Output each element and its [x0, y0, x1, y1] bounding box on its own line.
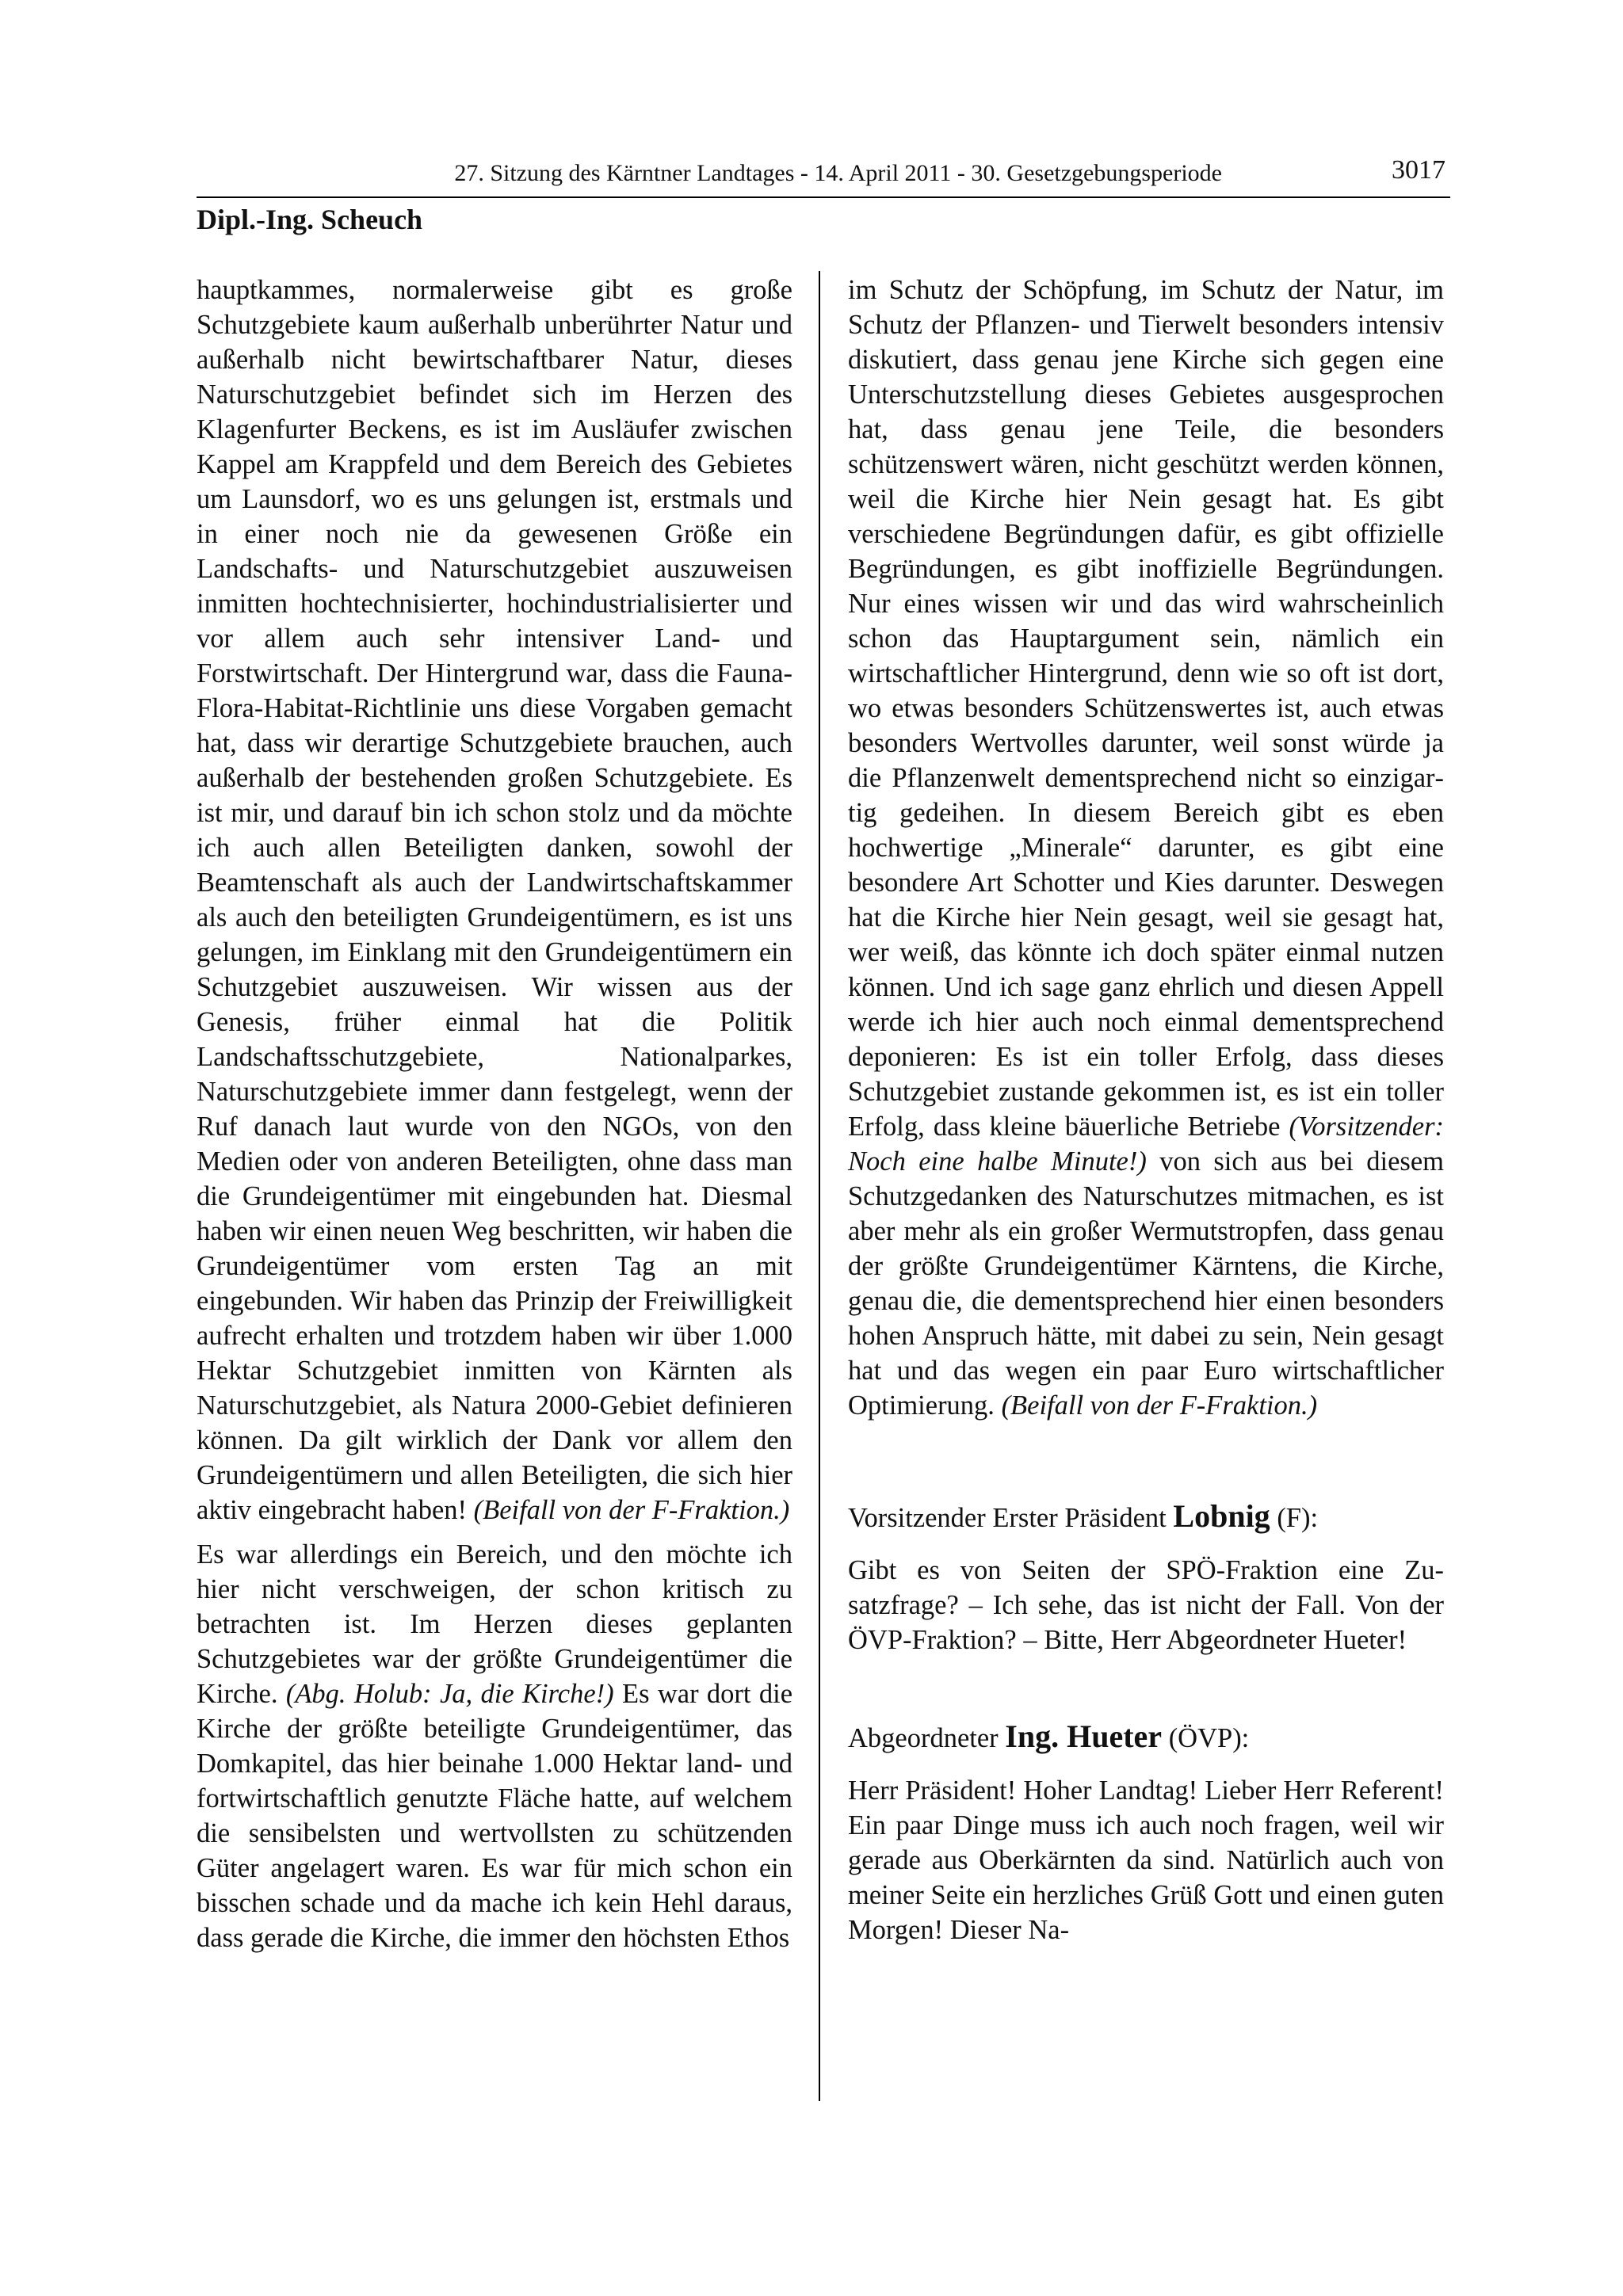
speaker-heading-chair — [848, 1499, 1444, 1535]
speaker-name: Lobnig — [1173, 1498, 1270, 1534]
speaker-role: Vorsitzender Erster Präsident — [848, 1503, 1167, 1533]
session-title: 27. Sitzung des Kärntner Landtages - 14. April 2011 - 30. Gesetzgebungsperiode — [454, 160, 1222, 186]
speaker-party: (ÖVP): — [1168, 1723, 1250, 1753]
speaker-party: (F): — [1277, 1503, 1319, 1533]
interjection: (Beifall von der F-Fraktion.) — [1001, 1390, 1318, 1421]
speaker-name: Ing. Hueter — [1005, 1718, 1163, 1754]
paragraph — [197, 273, 792, 1527]
page-header — [197, 157, 1450, 198]
current-speaker: Dipl.-Ing. Scheuch — [197, 204, 423, 235]
speech-text: Gibt es von Seiten der SPÖ-Fraktion eine Zusatzfrage? – Ich sehe, das ist nicht der Fall. Von der ÖVP-Fraktion? – Bitte, Herr Abgeordneter Hueter! — [848, 1555, 1444, 1655]
left-column — [197, 273, 792, 1955]
page-number: 3017 — [1392, 155, 1445, 185]
speaker-role: Abgeordneter — [848, 1723, 999, 1753]
column-divider — [819, 271, 820, 2101]
paragraph — [197, 1537, 792, 1955]
interjection: (Abg. Holub: Ja, die Kirche!) — [285, 1679, 614, 1709]
speech-text: von sich aus bei diesem Schutzgedanken des Naturschutzes mitmachen, es ist aber mehr als ein großer Wermutstropfen, dass genau der größte Grundeigentümer Kärntens, die Kirche, genau die, die dementsprechend hier einen besonders hohen Anspruch hätte, mit dabei zu sein, Nein gesagt hat und das wegen ein paar Euro wirtschaftlicher Optimierung. — [848, 1146, 1445, 1421]
interjection: (Beifall von der F-Fraktion.) — [473, 1495, 790, 1525]
speaker-heading-member — [848, 1719, 1444, 1756]
paragraph — [848, 273, 1444, 1423]
speech-text: Es war allerdings ein Bereich, und den möchte ich hier nicht verschweigen, der schon kritisch zu betrachten ist. Im Herzen dieses geplanten Schutzgebietes war der größte Grundeigentümer die Kirche. — [197, 1539, 792, 1709]
right-column — [848, 273, 1444, 1947]
speech-text: hauptkammes, normalerweise gibt es große Schutzgebiete kaum außerhalb unberührter Natur und außerhalb nicht bewirtschaftbarer Natur, dieses Naturschutzgebiet befindet sich im Herzen des Klagenfurter Beckens, es ist im Ausläufer zwischen Kappel am Krappfeld und dem Bereich des Gebietes um Launsdorf, wo es uns gelungen ist, erstmals und in einer noch nie da gewesenen Größe ein Landschafts- und Naturschutzgebiet auszuweisen inmitten hochtechnisierter, hochindustrialisierter und vor allem auch sehr intensiver Land- und Forstwirtschaft. Der Hintergrund war, dass die Fauna-Flora-Habitat-Richtlinie uns diese Vorgaben gemacht hat, dass wir derartige Schutzgebiete brauchen, auch außerhalb der bestehenden großen Schutzgebiete. Es ist mir, und darauf bin ich schon stolz und da möchte ich auch allen Beteiligten danken, sowohl der Beamtenschaft als auch der Landwirtschaftskammer als auch den beteiligten Grundeigentümern, es ist uns gelungen, im Einklang mit den Grundeigentümern ein Schutzgebiet auszuweisen. Wir wissen aus der Genesis, früher einmal hat die Politik Landschaftsschutzgebiete, Nationalparkes, Naturschutzgebiete immer dann festgelegt, wenn der Ruf danach laut wurde von den NGOs, von den Medien oder von anderen Beteiligten, ohne dass man die Grundeigentümer mit eingebunden hat. Diesmal haben wir einen neuen Weg beschritten, wir haben die Grundeigentümer vom ersten Tag an mit eingebunden. Wir haben das Prinzip der Freiwilligkeit aufrecht erhalten und trotzdem haben wir über 1.000 Hektar Schutzgebiet inmitten von Kärnten als Naturschutzgebiet, als Natura 2000-Gebiet definieren können. Da gilt wirklich der Dank vor allem den Grundeigentümern und allen Beteiligten, die sich hier aktiv eingebracht haben! — [197, 275, 792, 1525]
speech-text: Es war dort die Kirche der größte beteiligte Grundeigentümer, das Domkapitel, das hier beinahe 1.000 Hektar land- und fortwirtschaftlich genutzte Fläche hatte, auf welchem die sensibelsten und wertvollsten zu schützenden Güter angelagert waren. Es war für mich schon ein bisschen schade und da mache ich kein Hehl daraus, dass gerade die Kirche, die immer den höchsten Ethos — [197, 1679, 793, 1953]
speech-text: Herr Präsident! Hoher Landtag! Lieber Herr Referent! Ein paar Dinge muss ich auch noch fragen, weil wir gerade aus Oberkärnten da sind. Natürlich auch von meiner Seite ein herzliches Grüß Gott und einen guten Morgen! Dieser Na- — [848, 1775, 1444, 1945]
speech-text: im Schutz der Schöpfung, im Schutz der Natur, im Schutz der Pflanzen- und Tierwelt besonders intensiv diskutiert, dass genau jene Kirche sich gegen eine Unterschutzstellung dieses Gebietes ausgesprochen hat, dass genau jene Teile, die besonders schützenswert wären, nicht geschützt werden können, weil die Kirche hier Nein gesagt hat. Es gibt verschiedene Begründungen dafür, es gibt offizielle Begründungen, es gibt inoffizielle Begründungen. Nur eines wissen wir und das wird wahrscheinlich schon das Hauptargument sein, nämlich ein wirtschaftlicher Hintergrund, denn wie so oft ist dort, wo etwas besonders Schützenswertes ist, auch etwas besonders Wertvolles darunter, weil sonst würde ja die Pflanzenwelt dementsprechend nicht so einzigartig gedeihen. In diesem Bereich gibt es eben hochwertige „Minerale“ darunter, es gibt eine besondere Art Schotter und Kies darunter. Deswegen hat die Kirche hier Nein gesagt, weil sie gesagt hat, wer weiß, das könnte ich doch später einmal nutzen können. Und ich sage ganz ehrlich und diesen Appell werde ich hier auch noch einmal dementsprechend deponieren: Es ist ein toller Erfolg, dass dieses Schutzgebiet zustande gekommen ist, es ist ein toller Erfolg, dass kleine bäuerliche Betriebe — [848, 275, 1444, 1142]
interjection: (Vorsitzender: Noch eine halbe Minute!) — [848, 1112, 1444, 1177]
paragraph — [848, 1553, 1444, 1657]
paragraph — [848, 1773, 1444, 1947]
